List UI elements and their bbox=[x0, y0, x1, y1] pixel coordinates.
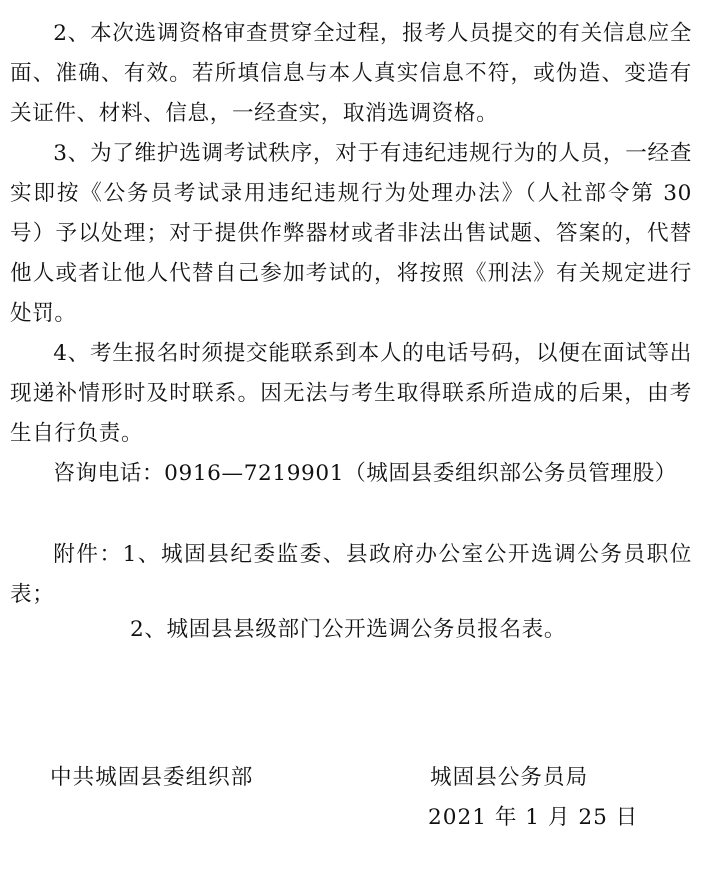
paragraph-item-2: 2、本次选调资格审查贯穿全过程，报考人员提交的有关信息应全面、准确、有效。若所填信息与本人真实信息不符，或伪造、变造有关证件、材料、信息，一经查实，取消选调资格。 bbox=[10, 21, 692, 126]
contact-phone-line: 咨询电话：0916—7219901（城固县委组织部公务员管理股） bbox=[53, 461, 677, 486]
attachment-line-1: 附件：1、城固县纪委监委、县政府办公室公开选调公务员职位表； bbox=[10, 542, 692, 607]
paragraph-item-4: 4、考生报名时须提交能联系到本人的电话号码，以便在面试等出现递补情形时及时联系。因无法与考生取得联系所造成的后果，由考生自行负责。 bbox=[10, 341, 692, 446]
signatory-organization-department: 中共城固县委组织部 bbox=[50, 765, 254, 790]
document-date: 2021 年 1 月 25 日 bbox=[428, 805, 639, 830]
attachment-line-2: 2、城固县县级部门公开选调公务员报名表。 bbox=[130, 617, 567, 642]
signatory-civil-service-bureau: 城固县公务员局 bbox=[430, 765, 589, 790]
paragraph-item-3: 3、为了维护选调考试秩序，对于有违纪违规行为的人员，一经查实即按《公务员考试录用违纪违规行为处理办法》（人社部令第 30 号）予以处理；对于提供作弊器材或者非法出售试题、答案的，代替他人或者让他人代替自己参加考试的，将按照《刑法》有关规定进行处罚。 bbox=[10, 141, 692, 326]
